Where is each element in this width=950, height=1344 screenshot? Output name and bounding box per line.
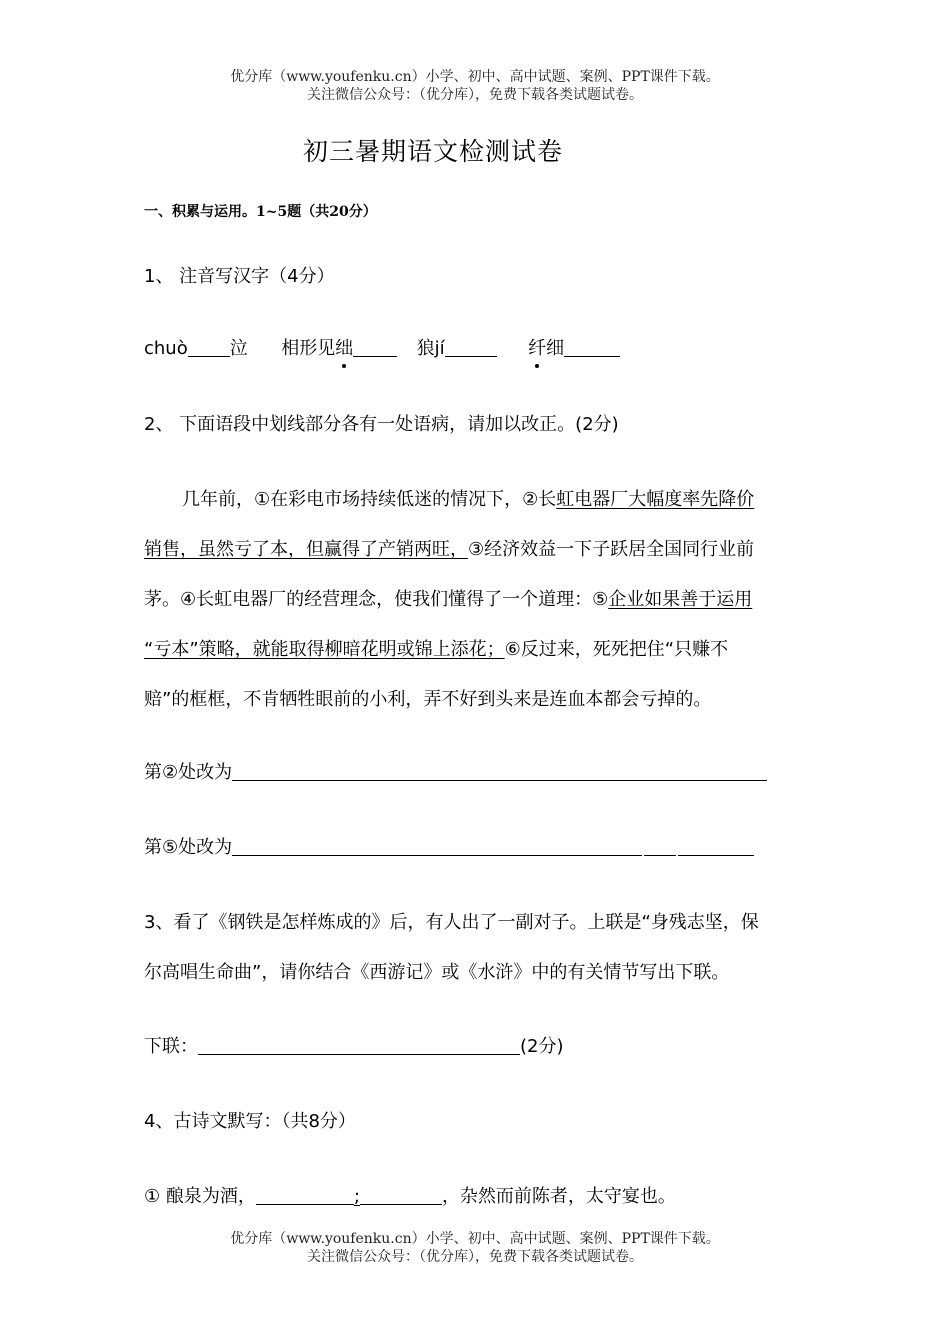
q2-answer-2: 第②处改为 (144, 758, 767, 784)
q1-item1-pinyin: chuò (144, 338, 188, 359)
q1-item3-blank[interactable] (445, 336, 497, 357)
q1-item1-char: 泣 (229, 338, 248, 359)
q2-title: 2、 下面语段中划线部分各有一处语病，请加以改正。(2分) (144, 414, 619, 435)
q1-item4-char: 细 (546, 338, 565, 359)
q3-score: (2分) (520, 1036, 564, 1057)
q1-item1-blank[interactable] (188, 336, 230, 357)
q1-item2-dotted-char: 绌 (335, 338, 354, 359)
q2-answer-5-blank-a[interactable] (232, 835, 642, 856)
q2-passage-line-2: 销售，虽然亏了本，但赢得了产销两旺，③经济效益一下子跃居全国同行业前 (144, 539, 755, 560)
page-footer (0, 1230, 950, 1266)
q2-underline-5b: “亏本”策略，就能取得柳暗花明或锦上添花； (144, 639, 505, 660)
q1-items (144, 334, 620, 360)
q4-item-1: ① 酿泉为酒， ; ，杂然而前陈者，太守宴也。 (144, 1186, 676, 1207)
section-heading: 一、积累与运用。1~5题（共20分） (144, 204, 377, 220)
q2-answer-5-blank-b[interactable] (644, 835, 676, 856)
q3-answer: 下联： (2分) (144, 1036, 564, 1057)
q3-line-2: 尔高唱生命曲”，请你结合《西游记》或《水浒》中的有关情节写出下联。 (144, 962, 730, 983)
q2-answer-5-blank-c[interactable] (678, 835, 754, 856)
q2-underline-2a: 虹电器厂大幅度率先降价 (556, 489, 755, 510)
page-title: 初三暑期语文检测试卷 (302, 137, 563, 166)
q1-item2-blank[interactable] (353, 336, 397, 357)
q3-answer-blank[interactable] (198, 1034, 520, 1055)
q4-item1-blank-b[interactable] (360, 1184, 442, 1205)
page-header (0, 68, 950, 104)
footer-line-2: 关注微信公众号：（优分库），免费下载各类试题试卷。 (307, 1249, 643, 1265)
q1-item2-prefix: 相形见 (281, 338, 336, 359)
q1-item3-prefix: 狼 (416, 338, 435, 359)
q1-item3-pinyin: jí (434, 338, 445, 359)
q2-passage-line-1: 几年前，①在彩电市场持续低迷的情况下，②长虹电器厂大幅度率先降价 (182, 489, 755, 510)
q2-passage-line-4: “亏本”策略，就能取得柳暗花明或锦上添花；⑥反过来，死死把住“只赚不 (144, 639, 729, 660)
q2-passage-line-5: 赔”的框框，不肯牺牲眼前的小利，弄不好到头来是连血本都会亏掉的。 (144, 689, 712, 710)
q2-answer-2-blank[interactable] (232, 760, 767, 781)
q1-title: 1、 注音写汉字（4分） (144, 266, 335, 287)
q4-item1-blank-a[interactable] (256, 1184, 354, 1205)
q1-item4-dotted-char: 纤 (528, 338, 547, 359)
q2-underline-2b: 销售，虽然亏了本，但赢得了产销两旺， (144, 539, 468, 560)
header-line-2: 关注微信公众号：（优分库），免费下载各类试题试卷。 (307, 87, 643, 103)
q4-title: 4、古诗文默写：（共8分） (144, 1111, 356, 1132)
footer-line-1: 优分库（www.youfenku.cn）小学、初中、高中试题、案例、PPT课件下载。 (230, 1231, 720, 1247)
header-line-1: 优分库（www.youfenku.cn）小学、初中、高中试题、案例、PPT课件下载。 (230, 69, 720, 85)
q2-underline-5a: 企业如果善于运用 (608, 589, 753, 610)
q2-passage-line-3: 茅。④长虹电器厂的经营理念，使我们懂得了一个道理：⑤企业如果善于运用 (144, 589, 753, 610)
q1-item4-blank[interactable] (564, 336, 620, 357)
q2-answer-5: 第⑤处改为 (144, 833, 754, 859)
q3-line-1: 3、看了《钢铁是怎样炼成的》后，有人出了一副对子。上联是“身残志坚，保 (144, 912, 759, 933)
